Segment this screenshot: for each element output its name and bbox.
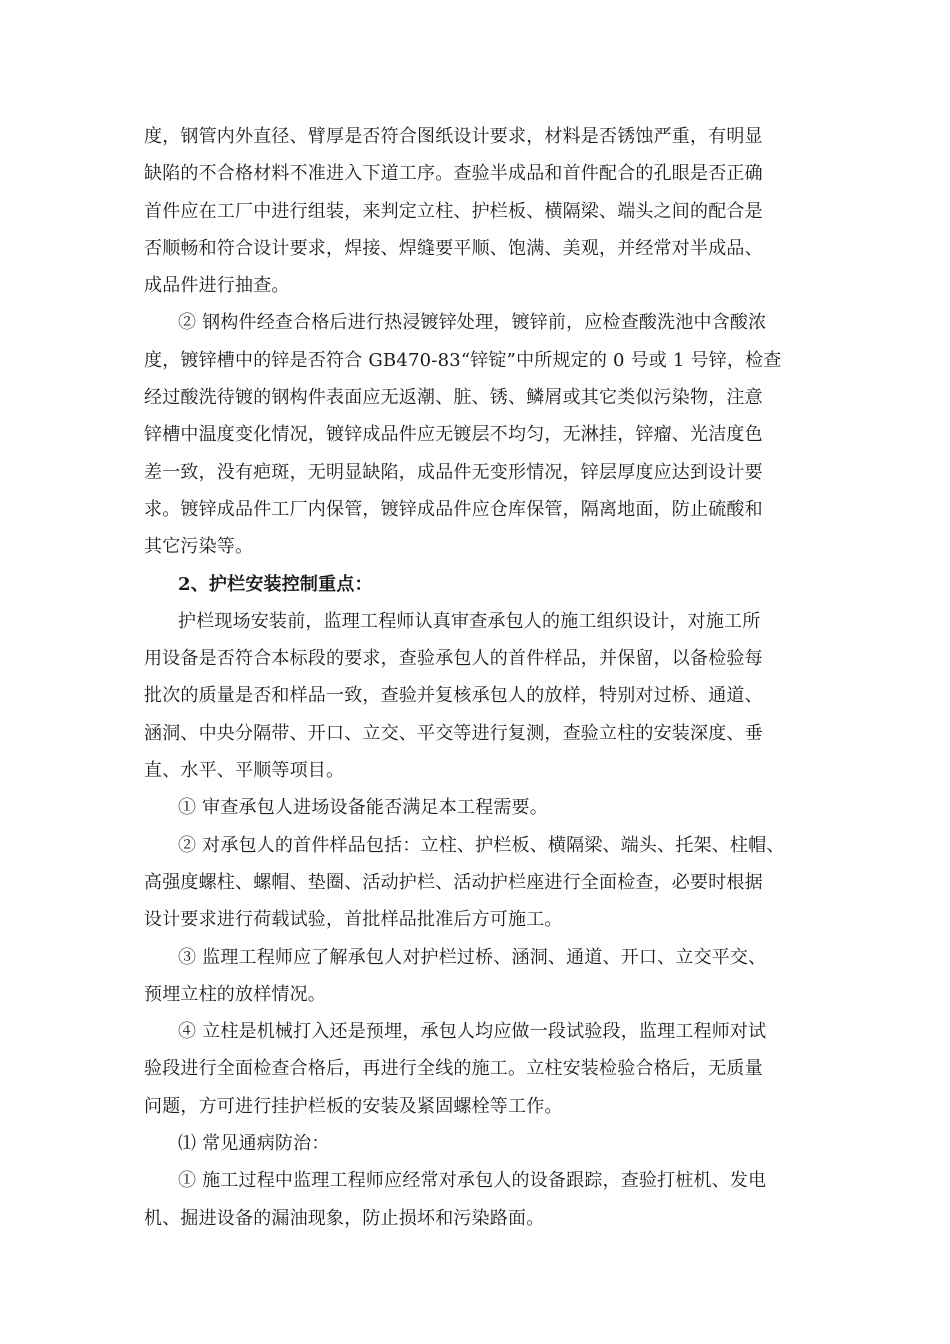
- text-line: ④ 立柱是机械打入还是预埋，承包人均应做一段试验段，监理工程师对试: [178, 1021, 767, 1043]
- text-line: 护栏现场安装前，监理工程师认真审查承包人的施工组织设计，对施工所: [178, 610, 761, 632]
- text-line: 批次的质量是否和样品一致，查验并复核承包人的放样，特别对过桥、通道、: [144, 685, 763, 707]
- text-line: 求。镀锌成品件工厂内保管，镀锌成品件应仓库保管，隔离地面，防止硫酸和: [144, 498, 763, 520]
- text-line: 差一致，没有疤斑，无明显缺陷，成品件无变形情况，锌层厚度应达到设计要: [144, 461, 763, 483]
- text-line: ② 钢构件经查合格后进行热浸镀锌处理，镀锌前，应检查酸洗池中含酸浓: [178, 312, 767, 334]
- text-line: 其它污染等。: [144, 536, 254, 558]
- text-line: 验段进行全面检查合格后，再进行全线的施工。立柱安装检验合格后，无质量: [144, 1058, 763, 1080]
- text-line: 机、掘进设备的漏油现象，防止损坏和污染路面。: [144, 1207, 545, 1229]
- text-line: 否顺畅和符合设计要求，焊接、焊缝要平顺、饱满、美观，并经常对半成品、: [144, 237, 763, 259]
- text-line: 涵洞、中央分隔带、开口、立交、平交等进行复测，查验立柱的安装深度、垂: [144, 722, 763, 744]
- text-line: 高强度螺柱、螺帽、垫圈、活动护栏、活动护栏座进行全面检查，必要时根据: [144, 871, 763, 893]
- text-line: 度，钢管内外直径、臂厚是否符合图纸设计要求，材料是否锈蚀严重，有明显: [144, 126, 763, 147]
- text-line: 度，镀锌槽中的锌是否符合 GB470-83“锌锭”中所规定的 0 号或 1 号锌，检查: [144, 349, 782, 371]
- text-line: 经过酸洗待镀的钢构件表面应无返潮、脏、锈、鳞屑或其它类似污染物，注意: [144, 387, 763, 409]
- text-line: ① 施工过程中监理工程师应经常对承包人的设备跟踪，查验打桩机、发电: [178, 1170, 767, 1192]
- text-line: 用设备是否符合本标段的要求，查验承包人的首件样品，并保留，以备检验每: [144, 648, 763, 670]
- text-line: 问题，方可进行挂护栏板的安装及紧固螺栓等工作。: [144, 1095, 563, 1117]
- text-line: ① 审查承包人进场设备能否满足本工程需要。: [178, 797, 548, 819]
- text-line: ③ 监理工程师应了解承包人对护栏过桥、涵洞、通道、开口、立交平交、: [178, 946, 767, 968]
- section-heading: 2、护栏安装控制重点：: [178, 573, 373, 595]
- text-line: 首件应在工厂中进行组装，来判定立柱、护栏板、横隔梁、端头之间的配合是: [144, 200, 763, 222]
- document-page: [144, 118, 814, 1237]
- text-line: 锌槽中温度变化情况，镀锌成品件应无镀层不均匀，无淋挂，锌瘤、光洁度色: [144, 424, 763, 446]
- text-line: 设计要求进行荷载试验，首批样品批准后方可施工。: [144, 909, 563, 931]
- text-line: 缺陷的不合格材料不准进入下道工序。查验半成品和首件配合的孔眼是否正确: [144, 163, 763, 185]
- text-line: ⑴ 常见通病防治：: [178, 1133, 330, 1155]
- text-line: 直、水平、平顺等项目。: [144, 760, 345, 782]
- text-line: 预埋立柱的放样情况。: [144, 983, 326, 1005]
- text-line: 成品件进行抽查。: [144, 275, 290, 297]
- text-line: ② 对承包人的首件样品包括：立柱、护栏板、横隔梁、端头、托架、柱帽、: [178, 834, 785, 856]
